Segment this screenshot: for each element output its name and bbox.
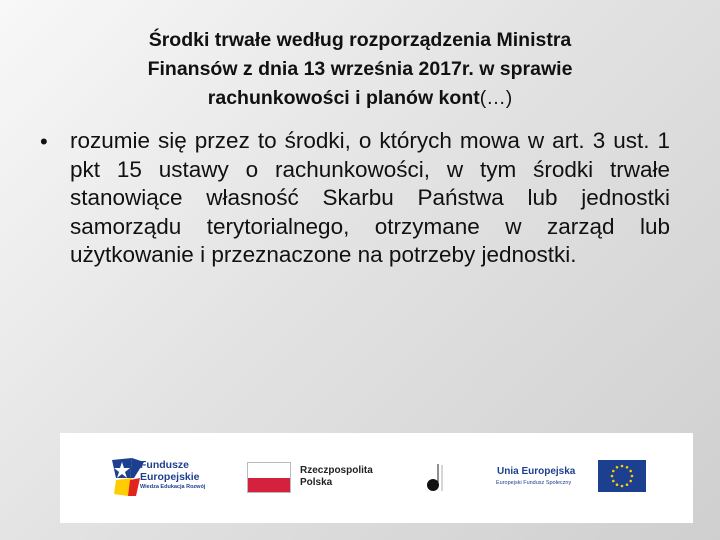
slide-title — [60, 26, 660, 113]
fe-logo-subtitle: Wiedza Edukacja Rozwój — [140, 484, 206, 490]
circle-pin-icon — [424, 463, 454, 493]
eu-flag-icon — [598, 460, 646, 492]
ue-logo-subtitle: Europejski Fundusz Społeczny — [496, 480, 572, 486]
fe-logo-title: Fundusze Europejskie — [140, 459, 200, 483]
title-line-2: Finansów z dnia 13 września 2017r. w sprawie — [147, 58, 573, 80]
bullet-marker: • — [40, 129, 48, 154]
title-line-3-main: rachunkowości i planów kont — [207, 87, 480, 109]
polish-flag-icon — [247, 462, 291, 493]
title-ellipsis: (…) — [479, 87, 513, 109]
ue-logo-title: Unia Europejska — [497, 466, 576, 477]
bullet-item — [40, 127, 670, 270]
title-line-1: Środki trwałe według rozporządzenia Ministra — [148, 29, 572, 51]
rp-logo-name: Rzeczpospolita Polska — [300, 465, 373, 488]
logo-bar — [60, 433, 693, 523]
title-line-3 — [60, 84, 660, 113]
bullet-text: rozumie się przez to środki, o których mowa w art. 3 ust. 1 pkt 15 ustawy o rachunkowości, w tym środki trwałe stanowiące własność Skarbu Państwa lub jednostki samorządu terytorialnego, otrzymane w zarząd lub użytkowanie i przeznaczone na potrzeby jednostki. — [70, 128, 670, 268]
